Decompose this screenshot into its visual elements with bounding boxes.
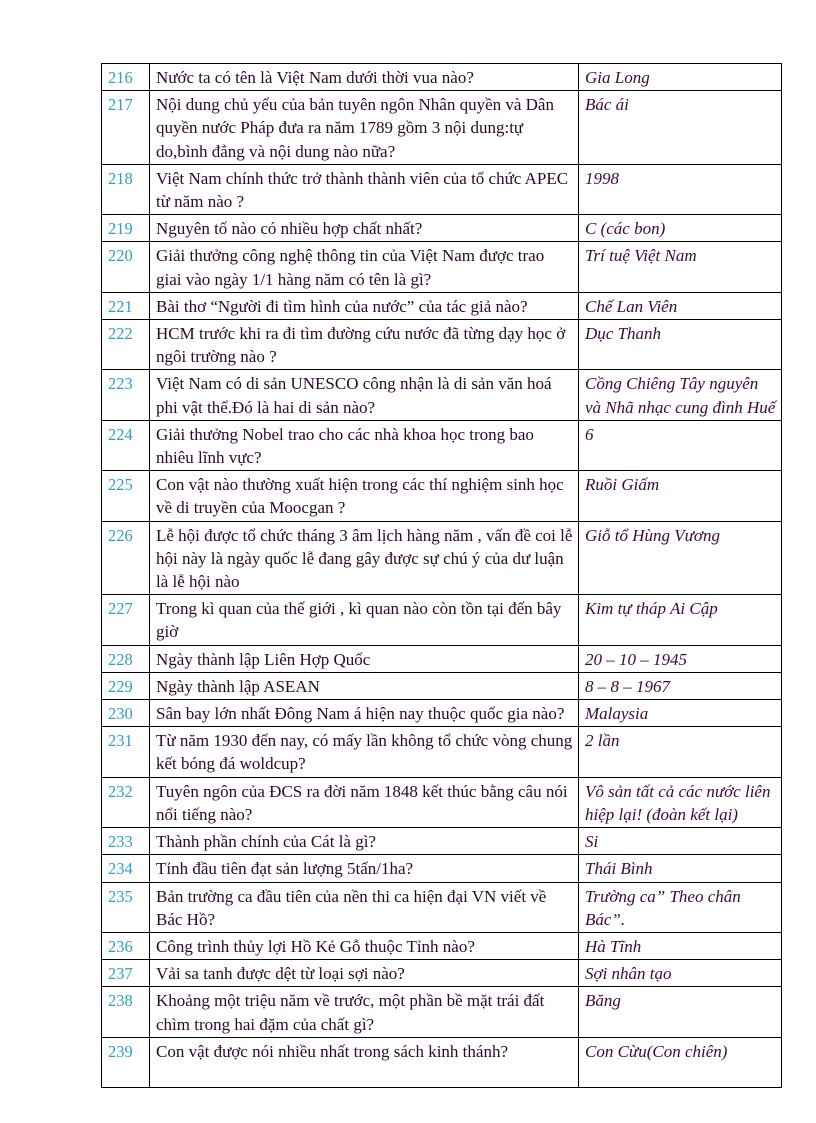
question-text: Ngày thành lập Liên Hợp Quốc <box>150 645 579 672</box>
question-number: 222 <box>102 320 150 370</box>
question-number: 230 <box>102 700 150 727</box>
question-text: Tỉnh đầu tiên đạt sản lượng 5tấn/1ha? <box>150 855 579 882</box>
question-text: HCM trước khi ra đi tìm đường cứu nước đã từng dạy học ở ngôi trường nào ? <box>150 320 579 370</box>
question-number: 225 <box>102 471 150 521</box>
table-row <box>102 471 782 521</box>
table-row <box>102 521 782 595</box>
answer-text: Con Cừu(Con chiên) <box>579 1037 782 1087</box>
question-text: Khoảng một triệu năm về trước, một phần bề mặt trái đất chìm trong hai đặm của chất gì? <box>150 987 579 1037</box>
table-row <box>102 672 782 699</box>
table-row <box>102 370 782 420</box>
answer-text: Băng <box>579 987 782 1037</box>
table-row <box>102 215 782 242</box>
table-row <box>102 777 782 827</box>
question-number: 226 <box>102 521 150 595</box>
question-text: Tuyên ngôn của ĐCS ra đời năm 1848 kết thúc bằng câu nói nổi tiếng nào? <box>150 777 579 827</box>
question-text: Bản trường ca đầu tiên của nền thi ca hiện đại VN viết về Bác Hồ? <box>150 882 579 932</box>
question-number: 231 <box>102 727 150 777</box>
answer-text: Trường ca” Theo chân Bác”. <box>579 882 782 932</box>
question-number: 227 <box>102 595 150 645</box>
question-text: Việt Nam có di sản UNESCO công nhận là di sản văn hoá phi vật thể.Đó là hai di sản nào? <box>150 370 579 420</box>
answer-text: Giỗ tổ Hùng Vương <box>579 521 782 595</box>
table-row <box>102 1037 782 1087</box>
quiz-table <box>101 63 782 1088</box>
question-text: Giải thưởng công nghệ thông tin của Việt Nam được trao giai vào ngày 1/1 hàng năm có tên là gì? <box>150 242 579 292</box>
question-number: 237 <box>102 960 150 987</box>
table-row <box>102 320 782 370</box>
answer-text: Si <box>579 828 782 855</box>
question-text: Sân bay lớn nhất Đông Nam á hiện nay thuộc quốc gia nào? <box>150 700 579 727</box>
table-row <box>102 700 782 727</box>
question-number: 219 <box>102 215 150 242</box>
table-row <box>102 242 782 292</box>
question-text: Việt Nam chính thức trở thành thành viên của tổ chức APEC từ năm nào ? <box>150 164 579 214</box>
question-text: Vải sa tanh được dệt từ loại sợi nào? <box>150 960 579 987</box>
answer-text: Thái Bình <box>579 855 782 882</box>
answer-text: Gia Long <box>579 64 782 91</box>
question-number: 239 <box>102 1037 150 1087</box>
question-text: Ngày thành lập ASEAN <box>150 672 579 699</box>
table-row <box>102 987 782 1037</box>
answer-text: Bác ái <box>579 91 782 165</box>
table-row <box>102 595 782 645</box>
table-row <box>102 420 782 470</box>
table-row <box>102 164 782 214</box>
table-row <box>102 292 782 319</box>
answer-text: C (các bon) <box>579 215 782 242</box>
table-row <box>102 855 782 882</box>
answer-text: Hà Tĩnh <box>579 932 782 959</box>
question-text: Bài thơ “Người đi tìm hình của nước” của tác giả nào? <box>150 292 579 319</box>
question-number: 238 <box>102 987 150 1037</box>
table-row <box>102 882 782 932</box>
answer-text: Vô sản tất cả các nước liên hiệp lại! (đoàn kết lại) <box>579 777 782 827</box>
answer-text: 2 lần <box>579 727 782 777</box>
question-number: 236 <box>102 932 150 959</box>
question-number: 228 <box>102 645 150 672</box>
table-row <box>102 645 782 672</box>
question-text: Con vật được nói nhiều nhất trong sách kinh thánh? <box>150 1037 579 1087</box>
table-row <box>102 828 782 855</box>
answer-text: Cồng Chiêng Tây nguyên và Nhã nhạc cung đình Huế <box>579 370 782 420</box>
answer-text: 20 – 10 – 1945 <box>579 645 782 672</box>
question-text: Từ năm 1930 đến nay, có mấy lần không tổ chức vòng chung kết bóng đá woldcup? <box>150 727 579 777</box>
quiz-page <box>101 63 781 1088</box>
question-number: 223 <box>102 370 150 420</box>
question-number: 216 <box>102 64 150 91</box>
question-text: Thành phần chính của Cát là gì? <box>150 828 579 855</box>
question-number: 229 <box>102 672 150 699</box>
question-number: 218 <box>102 164 150 214</box>
question-number: 224 <box>102 420 150 470</box>
question-text: Giải thưởng Nobel trao cho các nhà khoa học trong bao nhiêu lĩnh vực? <box>150 420 579 470</box>
answer-text: Sợi nhân tạo <box>579 960 782 987</box>
question-text: Nội dung chủ yếu của bản tuyên ngôn Nhân quyền và Dân quyền nước Pháp đưa ra năm 1789 gồm 3 nội dung:tự do,bình đẳng và nội dung nào nữa? <box>150 91 579 165</box>
answer-text: Ruồi Giấm <box>579 471 782 521</box>
table-row <box>102 960 782 987</box>
question-text: Công trình thủy lợi Hồ Kẻ Gỗ thuộc Tỉnh nào? <box>150 932 579 959</box>
table-row <box>102 91 782 165</box>
answer-text: 1998 <box>579 164 782 214</box>
question-number: 235 <box>102 882 150 932</box>
answer-text: Dục Thanh <box>579 320 782 370</box>
question-number: 234 <box>102 855 150 882</box>
table-row <box>102 727 782 777</box>
answer-text: Chế Lan Viên <box>579 292 782 319</box>
table-row <box>102 64 782 91</box>
answer-text: Kim tự tháp Ai Cập <box>579 595 782 645</box>
answer-text: 8 – 8 – 1967 <box>579 672 782 699</box>
answer-text: 6 <box>579 420 782 470</box>
table-row <box>102 932 782 959</box>
question-number: 220 <box>102 242 150 292</box>
question-text: Nước ta có tên là Việt Nam dưới thời vua nào? <box>150 64 579 91</box>
question-text: Con vật nào thường xuất hiện trong các thí nghiệm sinh học về di truyền của Moocgan ? <box>150 471 579 521</box>
question-number: 221 <box>102 292 150 319</box>
question-number: 232 <box>102 777 150 827</box>
question-number: 233 <box>102 828 150 855</box>
question-number: 217 <box>102 91 150 165</box>
question-text: Lễ hội được tổ chức tháng 3 âm lịch hàng năm , vấn đề coi lễ hội này là ngày quốc lễ đang gây được sự chú ý của dư luận là lễ hội nào <box>150 521 579 595</box>
answer-text: Trí tuệ Việt Nam <box>579 242 782 292</box>
answer-text: Malaysia <box>579 700 782 727</box>
question-text: Trong kì quan của thế giới , kì quan nào còn tồn tại đến bây giờ <box>150 595 579 645</box>
question-text: Nguyên tố nào có nhiều hợp chất nhất? <box>150 215 579 242</box>
